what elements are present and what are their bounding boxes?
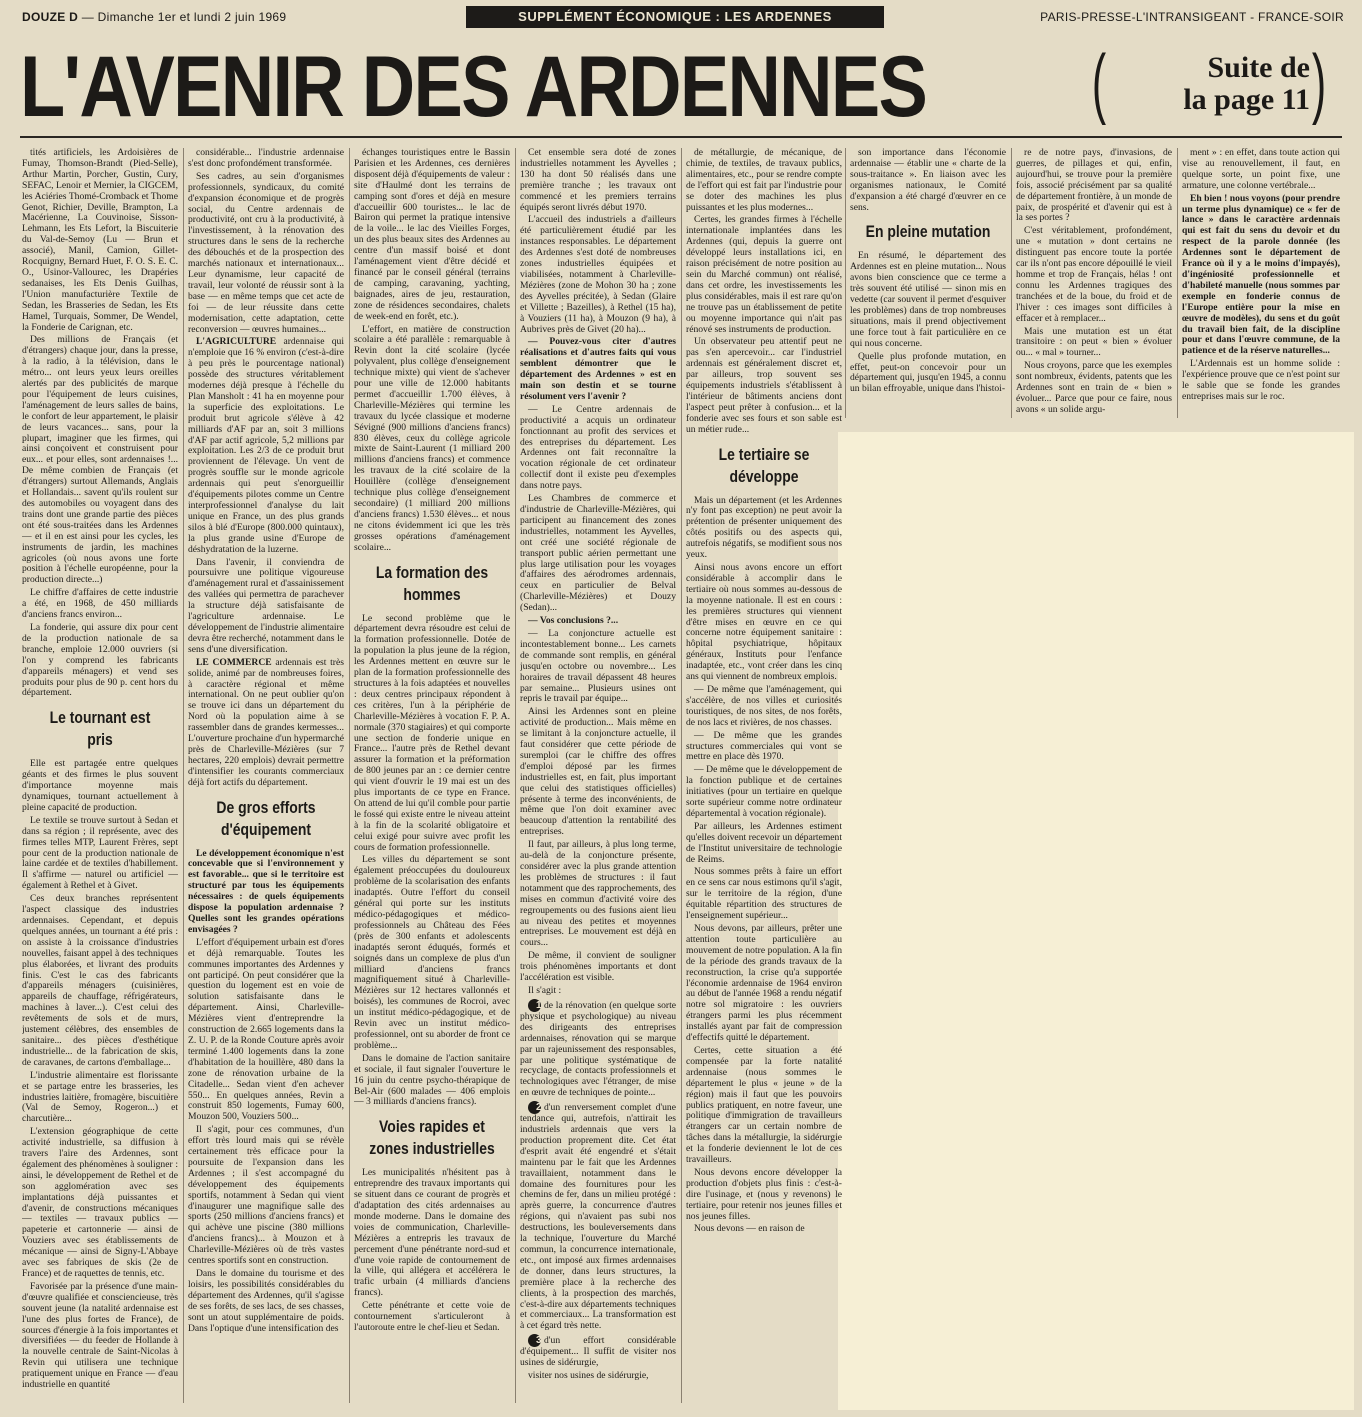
paragraph: Dans le domaine de l'action sanitaire et sociale, il faut signaler l'ouverture le 16 juin du centre psycho-thérapique de Bel-Air (600 malades — 406 emplois — 3 milliards d'anciens francs).	[354, 1052, 510, 1108]
paragraph: ment » : en effet, dans toute action qui vise au renouvellement, il faut, en quelque sorte, un point fixe, une armature, une colonne vertébrale...	[1182, 148, 1340, 191]
numbered-point	[520, 999, 676, 1099]
subheading: En pleine mutation	[865, 222, 991, 242]
paragraph: Nous croyons, parce que les exemples sont nombreux, évidents, patents que les Ardennes sont en train de « bien » évoluer... Parce que pour ce faire, nous avons « un solide argu-	[1016, 360, 1172, 415]
paragraph: Dans l'avenir, il conviendra de poursuivre une politique vigoureuse d'aménagement rural et d'assainissement des vallées qui permettra de parachever la structure déjà satisfaisante de l'agriculture ardennaise. Le développement de l'industrie alimentaire devra être recherché, notamment dans le sens d'une diversification.	[188, 556, 344, 655]
paragraph: Nous devons, par ailleurs, prêter une attention toute particulière au mouvement de notre population. A la fin de la période des grands travaux de la reconstruction, la crise qu'a supportée l'économie ardennaise de 1964 environ au début de l'année 1968 a rendu négatif notre sol migratoire : les ouvriers étrangers parmi les plus récemment installés ayant par fait de compression d'effectifs quitté le département.	[686, 923, 842, 1044]
publication-name: PARIS-PRESSE-L'INTRANSIGEANT - FRANCE-SOIR	[1040, 10, 1344, 24]
lead-word: L'AGRICULTURE	[196, 336, 277, 348]
paragraph-text: ardennaise qui n'emploie que 16 % environ (c'est-à-dire à peu près le pourcentage national) possède des structures véritablement modernes déjà presque à l'échelle du Plan Mansholt : 41 ha en moyenne pour la superficie des exploitations. Le produit brut agricole s'élève à 42 milliards d'AF par an, soit 3 millions d'AF par actif agricole, 5,2 millions par exploitation. Les 2/3 de ce produit brut proviennent de l'élevage. Un vent de progrès souffle sur le monde agricole ardennais qui peut s'enorgueillir d'équipements pilotes comme un Centre interprofessionnel d'analyse du lait unique en France, un des plus grands silos à blé d'Europe (800.000 quintaux), la plus grande usine d'Europe de déshydratation de la luzerne.	[188, 336, 344, 555]
interview-question: — Vos conclusions ?...	[528, 615, 619, 627]
paragraph: Ainsi nous avons encore un effort considérable à accomplir dans le tertiaire où nous sommes au-dessous de la moyenne nationale. Il est en cours : les premières structures qui viennent d'être mises en œuvre en ce qui concerne notre équipement sanitaire : hôpital psychiatrique, hôpitaux généraux, Instituts pour l'enfance inadaptée, etc., vont créer dans les cinq ans qui viennent de nombreux emplois.	[686, 562, 842, 683]
column-divider	[845, 148, 846, 418]
subheading: Le tournant est pris	[49, 708, 151, 750]
paragraph: L'industrie alimentaire est florissante et se partage entre les brasseries, les industries laitière, fromagère, biscuitière (Val de Semoy, Rogeron...) et charcutière...	[22, 1069, 178, 1125]
paragraph: Le second problème que le département devra résoudre est celui de la formation professionnelle. Dotée de la population la plus jeune de la région, les Ardennes mettent en œuvre sur le plan de la formation professionnelle des structures à la fois adaptées et nouvelles : deux centres principaux répondent à ces critères, l'un à la périphérie de Charleville-Mézières à vocation F. P. A. normale (370 stagiaires) et qui comporte une section de fonderie unique en France... l'autre près de Rethel devant assurer la formation et la préformation de 800 jeunes par an : ce dernier centre qui vient d'ouvrir le 19 mai est un des plus importants de ce type en France. On attend de lui qu'il comble pour partie le fossé qui existe entre le niveau atteint à la fin de la scolarité obligatoire et celui exigé pour suivre avec profit les cours de formation professionnelle.	[354, 612, 510, 853]
paragraph: Ses cadres, au sein d'organismes professionnels, syndicaux, du comité d'expansion économique et de progrès social, du Centre ardennais de productivité, ont cru à la productivité, à l'investissement, à la rénovation des structures dans le sens de la recherche des débouchés et de la prospection des marchés nationaux et internationaux... Leur dynamisme, leur capacité de travail, leur volonté de réussir sont à la base — en même temps que cet acte de foi — de leur réussite dans cette modernisation, cette adaptation, cette reconversion — œuvres humaines...	[188, 170, 344, 335]
paragraph: Nous devons encore développer la production d'objets plus finis : c'est-à-dire l'usinage, et (nous y revenons) le tertiaire, pour retenir nos jeunes filles et nos jeunes filles.	[686, 1166, 842, 1222]
page-header	[22, 6, 1344, 32]
subheading: La formation des hommes	[375, 562, 489, 604]
close-paren-glyph: )	[1311, 38, 1327, 126]
paragraph: L'extension géographique de cette activité industrielle, sa diffusion à travers l'aire des Ardennes, sont également des phénomènes à souligner : ainsi, le développement de Rethel et de son agglomération avec ses implantations déjà puissantes et d'avenir, de constructions mécaniques — textiles — travaux publics — papeterie et cartonnerie — ainsi de Vouziers avec ses établissements de mécanique — ainsi de Signy-L'Abbaye avec ses fabriques de skis (2e de France) et de raquettes de tennis, etc.	[22, 1126, 178, 1279]
paragraph	[188, 337, 344, 555]
paragraph: Les villes du département se sont également préoccupées du douloureux problème de la scolarisation des enfants inadaptés. Outre l'effort du conseil général qui porte sur les instituts médico-pédagogiques et médico-professionnels au Château des Fées (près de 300 enfants et adolescents inadaptés seront éduqués, formés et soignés dans un complexe de plus d'un milliard d'anciens francs magnifiquement situé à Charleville-Mézières sur 12 hectares vallonnés et boisés), les communes de Rocroi, avec un institut médico-pédagogique, et de Revin avec un institut médico-professionnel, ont su aborder de front ce problème...	[354, 854, 510, 1051]
paragraph: Il s'agit, pour ces communes, d'un effort très lourd mais qui se révèle certainement très efficace pour la poursuite de l'expansion dans les Ardennes ; il s'est accompagné du développement des équipements sportifs, notamment à Sedan qui vient d'inaugurer une magnifique salle des sports (250 millions d'anciens francs) et qui achève une piscine (380 millions d'anciens francs)... à Mouzon et à Charleville-Mézières où de très vastes centres sportifs sont en construction.	[188, 1124, 344, 1267]
paragraph-text: de la rénovation (en quelque sorte physique et psychologique) au niveau des dirigeants des entreprises ardennaises, rénovation qui se marque par un rajeunissement des responsables, par une politique systématique de recyclage, de contacts professionnels et technologiques avec l'étranger, de mise en œuvre de techniques de pointe...	[520, 999, 676, 1099]
continuation-line-1: Suite de	[1207, 51, 1310, 84]
continuation-line-2: la page 11	[1183, 83, 1310, 116]
column-divider	[681, 148, 682, 1403]
supplement-banner: SUPPLÉMENT ÉCONOMIQUE : LES ARDENNES	[466, 6, 884, 28]
article-column-7	[1016, 148, 1172, 424]
paragraph: Certes, cette situation a été compensée par la forte natalité ardennaise (nous sommes le département le plus « jeune » de la région) mais il faut que les pouvoirs publics pratiquent, en notre faveur, une politique d'immigration de travailleurs étrangers car un certain nombre de tâches dans la métallurgie, la sidérurgie et la fonderie deviennent le lot de ces travailleurs.	[686, 1044, 842, 1166]
paragraph: Des millions de Français (et d'étrangers) chaque jour, dans la presse, à la radio, à la télévision, dans le métro... ont leurs yeux leurs oreilles alertés par des publicités de marque pour l'équipement de leurs cuisines, l'aménagement de leurs salles de bains, le confort de leur appartement, le plaisir de leurs vacances... sans, pour la plupart, imaginer que les firmes, qui ainsi conçoivent et construisent pour eux... et pour elles, sont ardennaises !... De même combien de Français (et d'étrangers) surtout Allemands, Anglais et Hollandais... savent qu'ils roulent sur des automobiles ou voyagent dans des trains dont une grande partie des pièces ont été sous-traitées dans les Ardennes — et il en est ainsi pour les cycles, les instruments de jardin, les machines agricoles (où nous avons une forte position à l'échelle européenne, pour la production directe...)	[22, 334, 178, 586]
open-paren-glyph: (	[1091, 38, 1107, 126]
column-divider	[1011, 148, 1012, 418]
paragraph: Le textile se trouve surtout à Sedan et dans sa région ; il représente, avec des firmes telles MTP, Laurent Frères, sept pour cent de la production nationale de laine cardée et de textiles d'habillement. Il s'affirme — naturel ou artificiel — également à Rethel et à Givet.	[22, 814, 178, 892]
paragraph: — De même que le développement de la fonction publique et de certaines initiatives (pour un tertiaire en quelque sorte supérieur comme notre ordinateur départemental à vocation régionale).	[686, 764, 842, 819]
number-badge: 2	[528, 1101, 541, 1114]
subheading: Le tertiaire se développe	[718, 444, 810, 486]
paragraph: Ces deux branches représentent l'aspect classique des industries ardennaises. Cependant, et depuis quelques années, un tournant a été pris : on assiste à la croissance d'industries nouvelles, faisant appel à des techniques plus élaborées, et livrant des produits finis. C'est le cas des fabricants d'appareils ménagers (cuisinières, appareils de chauffage, réfrigérateurs, machines à laver...). C'est celui des revêtements de sols et de murs, justement célèbres, des ensembles de sanitaire... des pièces d'esthétique industrielle... de la fabrication de skis, de caravanes, de cartons d'emballage...	[22, 893, 178, 1068]
paragraph: — Le Centre ardennais de productivité a acquis un ordinateur fonctionnant au profit des services et des entreprises du département. Les Ardennes ont fait reconnaître la vocation régionale de cet ordinateur collectif dont il existe peu d'exemples dans notre pays.	[520, 403, 676, 492]
paragraph: L'effort d'équipement urbain est d'ores et déjà remarquable. Toutes les communes importantes des Ardennes y ont participé. On peut considérer que la question du logement est en voie de solution satisfaisante dans le département. Ainsi, Charleville-Mézières vient d'entreprendre la construction de 2.665 logements dans la Z. U. P. de la Ronde Couture après avoir terminé 1.400 logements dans la zone d'habitation de la houillère, 480 dans la zone de rénovation urbaine de la Citadelle... Sedan vient d'en achever 550... En quelques années, Revin a construit 850 logements, Fumay 600, Mouzon 500, Vouziers 500...	[188, 936, 344, 1123]
paragraph: Eh bien ! nous voyons (pour prendre un terme plus dynamique) ce « fer de lance » dans le caractère ardennais qui est fait du sens du devoir et du respect de la parole donnée (les Ardennes sont le département de France où il y a le moins d'impayés), d'ingéniosité professionnelle et d'habileté manuelle (nous sommes par exemple en fonderie connus de l'Europe entière pour la mise en œuvre de modèles), du sens et du goût du travail bien fait, de la discipline pour et dans l'œuvre commune, de la patience et de la réserve naturelles...	[1182, 192, 1340, 357]
paragraph: son importance dans l'économie ardennaise — établir une « charte de la sous-traitance ». En liaison avec les organismes nationaux, le Comité d'expansion a été chargé d'œuvrer en ce sens.	[850, 148, 1006, 213]
subheading: De gros efforts d'équipement	[216, 797, 316, 839]
paragraph: En résumé, le département des Ardennes est en pleine mutation... Nous avons bien conscience que ce terme a très souvent été utilisé — sinon mis en vedette (car souvent il permet d'esquiver les problèmes) dans de trop nombreuses situations, mais il prend objectivement une force tout à fait particulière en ce qui nous concerne.	[850, 250, 1006, 349]
column-divider	[183, 148, 184, 1403]
numbered-point	[520, 1101, 676, 1332]
paragraph: Il faut, par ailleurs, à plus long terme, au-delà de la conjoncture présente, considérer avec la plus grande attention les problèmes de structures : il faut notamment que des rapprochements, des mises en commun d'activité voire des regroupements ou des fusions aient lieu au niveau des petites et moyennes entreprises. Le mouvement est déjà en cours...	[520, 839, 676, 949]
lead-word: LE COMMERCE	[196, 656, 272, 668]
headline-rule	[20, 136, 1342, 138]
paragraph: Les municipalités n'hésitent pas à entreprendre des travaux importants qui se situent dans ce courant de progrès et d'adaptation des cités ardennaises au monde moderne. Dans le domaine des voies de communication, Charleville-Mézières a entrepris les travaux de percement d'une pénétrante nord-sud et d'une voie rapide de contournement de la ville, qui allégera et accélérera le trafic urbain (4 milliards d'anciens francs).	[354, 1167, 510, 1299]
issue-date: — Dimanche 1er et lundi 2 juin 1969	[81, 10, 287, 24]
paragraph: Ainsi les Ardennes sont en pleine activité de production... Mais même en se limitant à la conjoncture actuelle, il faut considérer que cette période de suremploi (car le chiffre des offres d'emploi déposé par les firmes industrielles est, en fait, plus important que celui des statistiques officielles) présente à terme des inconvénients, de même que l'on doit examiner avec beaucoup d'attention la rentabilité des entreprises.	[520, 706, 676, 838]
paragraph-text: d'un renversement complet d'une tendance qui, autrefois, n'attirait les industriels ardennais que vers la production proprement dite. Cet état d'esprit avait été engendré et s'était maintenu par le fait que les Ardennes travaillaient, notamment dans le domaine des fournitures pour les chemins de fer, dans un milieu protégé : après guerre, la concurrence d'autres régions, qui n'avaient pas subi nos destructions, les bouleversements dans la technique, l'ouverture du Marché commun, la concurrence internationale, etc., ont imposé aux firmes ardennaises de donner, dans leurs structures, la première place à la recherche des clients, à la prospection des marchés, c'est-à-dire aux départements techniques et commerciaux... La transformation est à cet égard très nette.	[520, 1102, 676, 1332]
paragraph: Les Chambres de commerce et d'industrie de Charleville-Mézières, qui participent au financement des zones industrielles, notamment les Ayvelles, ont créé une société régionale de transport public aérien permettant une plus large utilisation pour les voyages d'affaires des aérodromes ardennais, ceux en particulier de Belval (Charleville-Mézières) et Douzy (Sedan)...	[520, 493, 676, 614]
paragraph: considérable... l'industrie ardennaise s'est donc profondément transformée.	[188, 148, 344, 169]
paragraph: Favorisée par la présence d'une main-d'œuvre qualifiée et consciencieuse, très souvent jeune (la natalité ardennaise est l'une des plus fortes de France), de sources d'énergie à la fois importantes et diversifiées — du feeder de Hollande à la nouvelle centrale de Saint-Nicolas à Revin qui utilisera une technique pratiquement unique en France — d'eau industrielle en quantité	[22, 1280, 178, 1391]
paragraph: Mais un département (et les Ardennes n'y font pas exception) ne peut avoir la prétention de présenter uniquement des côtés positifs ou des aspects qui, autrefois négatifs, se modifient sous nos yeux.	[686, 494, 842, 561]
article-column-4	[520, 148, 676, 1410]
paragraph: Nous sommes prêts à faire un effort en ce sens car nous estimons qu'il s'agit, sur le territoire de la région, d'une équitable répartition des structures de l'enseignement supérieur...	[686, 866, 842, 922]
paragraph: tités artificiels, les Ardoisières de Fumay, Thomson-Brandt (Pied-Selle), Arthur Martin, Porcher, Gustin, Cury, SEFAC, Lenoir et Mernier, la CIGCEM, les Aciéries Thomé-Cromback et Thome Genot, Richier, Deville, Brampton, La Macérienne, La Couvinoise, Sisson-Lehmann, les Ets Lefort, la Biscuiterie du Val-de-Semoy (Lu — Brun et associé), Manil, Camion, Gillet-Rocquigny, Bernard Huet, F. O. S. E. C. O., Usinor-Vallourec, les Drapéries sedanaises, les Ets Denis Guilhas, l'Union manufacturière Textile de Sedan, les Brasseries de Sedan, les Ets Hamel, Turquais, Sommer, De Wendel, la Fonderie de Carignan, etc.	[22, 148, 178, 333]
paragraph: Elle est partagée entre quelques géants et des firmes le plus souvent d'importance moyenne mais dynamiques, tournant actuellement à pleine capacité de production.	[22, 758, 178, 813]
paragraph: Mais une mutation est un état transitoire : on peut « bien » évoluer ou... « mal » tourner...	[1016, 325, 1172, 359]
paragraph	[188, 658, 344, 789]
paragraph: — La conjoncture actuelle est incontestablement bonne... Les carnets de commande sont remplis, en général jusqu'en octobre ou novembre... Les horaires de travail dépassent 48 heures par semaine... Plusieurs usines ont repris le travail par équipe...	[520, 627, 676, 705]
paragraph-text: ardennais est très solide, animé par de nombreuses foires, à caractère régional et même international. On ne peut oublier qu'on se trouve ici dans un département du Nord où la population aime à se rassembler dans de grandes kermesses... L'ouverture prochaine d'un hypermarché près de Charleville-Mézières (sur 7 hectares, 220 emplois) devrait permettre d'intensifier les courants commerciaux déjà fort actifs du département.	[188, 656, 344, 788]
column-divider	[515, 148, 516, 1403]
page-label: DOUZE D	[22, 10, 79, 24]
paragraph: Quelle plus profonde mutation, en effet, peut-on concevoir pour un département qui, jusqu'en 1945, a connu un bilan effroyable, unique dans l'histoi-	[850, 350, 1006, 395]
paragraph: Par ailleurs, les Ardennes estiment qu'elles doivent recevoir un département de l'Institut universitaire de technologie de Reims.	[686, 820, 842, 865]
number-badge: 3	[528, 1334, 541, 1347]
paragraph: La fonderie, qui assure dix pour cent de la production nationale de sa branche, emploie 12.000 ouvriers (si l'on y comprend les fabricants d'appareils ménagers) et vend ses produits pour plus de 90 p. cent hors du département.	[22, 621, 178, 699]
paragraph: Le chiffre d'affaires de cette industrie a été, en 1968, de 450 milliards d'anciens francs environ...	[22, 587, 178, 621]
subheading: Voies rapides et zones industrielles	[369, 1117, 495, 1159]
article-column-3	[354, 148, 510, 1410]
paragraph: L'accueil des industriels a d'ailleurs été particulièrement étudié par les instances responsables. Le département des Ardennes s'est doté de nombreuses zones industrielles équipées et viabilisées, notamment à Charleville-Mézières (zone de Mohon 30 ha ; zone des Ayvelles précitée), à Sedan (Glaire et Villette ; Bazeilles), à Rethel (15 ha), à Vouziers (11 ha), à Mouzon (9 ha), à Aubrives près de Givet (20 ha)...	[520, 214, 676, 335]
paragraph: visiter nos usines de sidérurgie,	[528, 1370, 649, 1382]
paragraph: Le développement économique n'est concevable que si l'environnement y est favorable... que si le territoire est structuré par tous les équipements nécessaires : de quels équipements dispose la population ardennaise ? Quelles sont les grandes opérations envisagées ?	[188, 847, 344, 935]
paragraph: C'est véritablement, profondément, une « mutation » dont certains ne distinguent pas encore toute la portée car ils n'ont pas encore dépouillé le vieil homme et trop de Français, hélas ! ont connu les Ardennes tragiques des tranchées et de la boue, du froid et de l'hiver : ces images sont difficiles à effacer et à remplacer...	[1016, 225, 1172, 324]
interview-question: — Pouvez-vous citer d'autres réalisations et d'autres faits qui vous semblent démontrer que le département des Ardennes » est en main son destin et se tourne résolument vers l'avenir ?	[520, 336, 676, 402]
paragraph: Nous devons — en raison de	[694, 1223, 805, 1235]
article-column-2	[188, 148, 344, 1410]
paragraph: de métallurgie, de mécanique, de chimie, de textiles, de travaux publics, alimentaires, etc., pour se rendre compte de l'effort qui est fait par l'industrie pour se doter des machines les plus puissantes et les plus modernes...	[686, 148, 842, 213]
paragraph: Cette pénétrante et cette voie de contournement s'articuleront à l'autoroute entre le chef-lieu et Sedan.	[354, 1300, 510, 1333]
paragraph: L'Ardennais est un homme solide : l'expérience prouve que ce n'est point sur le sable que se fonde les grandes entreprises mais sur le roc.	[1182, 358, 1340, 402]
paragraph-text: d'un effort considérable d'équipement... Il suffit de visiter nos usines de sidérurgie,	[520, 1335, 676, 1369]
column-divider	[349, 148, 350, 1403]
paragraph: De même, il convient de souligner trois phénomènes importants et dont l'accélération est visible.	[520, 950, 676, 984]
numbered-point	[520, 1334, 676, 1369]
article-column-6	[850, 148, 1006, 424]
paragraph: Un observateur peu attentif peut ne pas s'en apercevoir... car l'industriel ardennais est généralement discret et, par ailleurs, trop souvent ses équipements industriels s'établissent à l'intérieur de bâtiments anciens dont l'aspect peut prêter à confusion... et la fonderie avec ses fours et son sable est un métier rude...	[686, 336, 842, 435]
number-badge: 1	[528, 999, 541, 1012]
paragraph: — De même que les grandes structures commerciales qui vont se mettre en place dès 1970.	[686, 729, 842, 763]
paragraph: re de notre pays, d'invasions, de guerres, de pillages et qui, enfin, aujourd'hui, se trouve pour la première fois, associé précisément par sa qualité de département frontière, à un monde de paix, de prospérité et d'avenir qui est à la ses portes ?	[1016, 148, 1172, 224]
paper-patch	[838, 432, 1354, 1410]
paragraph: L'effort, en matière de construction scolaire a été parallèle : remarquable à Revin dont la cité scolaire (lycée polyvalent, plus collège d'enseignement technique mixte) qui vient de s'achever pour une ville de 12.000 habitants permet d'accueillir 1.700 élèves, à Charleville-Mézières qui termine les travaux du lycée classique et moderne Sévigné (900 millions d'anciens francs) 830 élèves, ceux du collège agricole mixte de Saint-Laurent (1 milliard 200 millions d'anciens francs) et commence les travaux de la cité scolaire de la Houillère (collège d'enseignement technique plus collège d'enseignement secondaire) (1 milliard 200 millions d'anciens francs) 1.530 élèves... et nous ne citons évidemment ici que les très grosses opérations d'aménagement scolaire...	[354, 323, 510, 553]
paragraph: — De même que l'aménagement, qui s'accélère, de nos villes et curiosités touristiques, de nos sites, de nos forêts, de nos lacs et rivières, de nos chasses.	[686, 683, 842, 728]
continuation-note	[1130, 52, 1310, 116]
paragraph: Dans le domaine du tourisme et des loisirs, les possibilités considérables du département des Ardennes, qu'il s'agisse de ses forêts, de ses lacs, de ses chasses, sont un atout supplémentaire de poids. Dans l'optique d'une intensification des	[188, 1268, 344, 1334]
paragraph: échanges touristiques entre le Bassin Parisien et les Ardennes, ces dernières disposent déjà d'équipements de valeur : site d'Haulmé dont les terrains de camping sont d'ores et déjà en mesure d'accueillir 600 touristes... le lac de Bairon qui permet la pratique intensive de la voile... le lac des Vieilles Forges, un des plus beaux sites des Ardennes au centre d'un massif boisé et dont l'aménagement vient d'être décidé et financé par le conseil général (terrains de camping, caravaning, yachting, baignades, aires de jeu, restauration, zone de résidences secondaires, chalets de week-end en forêt, etc.).	[354, 148, 510, 322]
paragraph: Certes, les grandes firmes à l'échelle internationale implantées dans les Ardennes (qui, depuis la guerre ont développé leurs installations ici, en raison précisément de notre position au sein du Marché commun) ont réalisé, dans cet ordre, les investissements les plus considérables, mais il est rare qu'on ne trouve pas un établissement de petite ou moyenne importance qui n'ait pas rénové ses instruments de production.	[686, 214, 842, 335]
article-column-5	[686, 148, 842, 1410]
article-column-1	[22, 148, 178, 1410]
paragraph: Cet ensemble sera doté de zones industrielles notamment les Ayvelles ; 130 ha dont 50 réalisés dans une première tranche ; les travaux ont commencé et les premiers terrains équipés seront livrés début 1970.	[520, 148, 676, 213]
column-divider	[1177, 148, 1178, 418]
page-date-line	[22, 10, 286, 24]
main-headline: L'AVENIR DES ARDENNES	[20, 39, 927, 135]
paragraph: Il s'agit :	[528, 984, 562, 996]
article-column-8	[1182, 148, 1340, 424]
